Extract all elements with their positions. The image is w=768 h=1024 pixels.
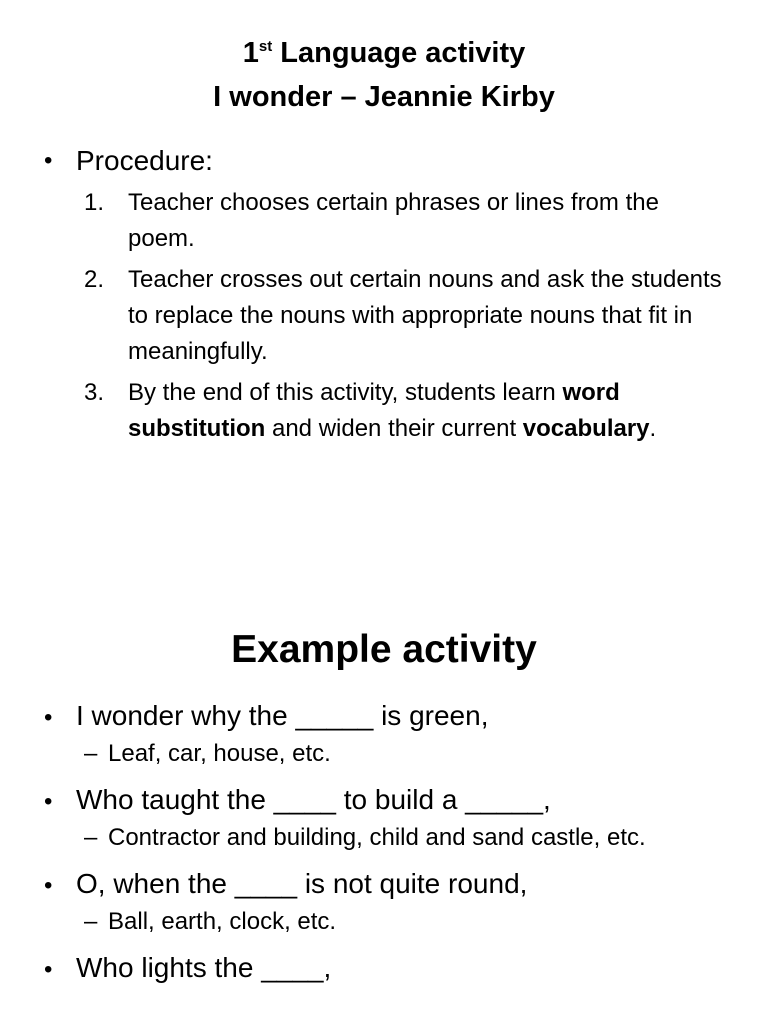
- example-hint-text: Ball, earth, clock, etc.: [108, 908, 337, 935]
- step-text: and widen their current: [265, 415, 523, 442]
- example-line: [0, 948, 768, 988]
- example-hint: [0, 820, 768, 856]
- title-line-2: I wonder – Jeannie Kirby: [213, 81, 555, 113]
- title-line-1: [243, 37, 526, 69]
- procedure-steps: [0, 185, 768, 447]
- procedure-step: [0, 185, 768, 257]
- example-line: [0, 864, 768, 904]
- example-hint: [0, 736, 768, 772]
- slide-example-activity: [0, 560, 768, 1024]
- example-item: [0, 696, 768, 772]
- procedure-bullet: [0, 143, 768, 179]
- bullet-icon: •: [44, 788, 53, 815]
- slide-title: [0, 0, 768, 119]
- example-item: [0, 864, 768, 940]
- step-text: .: [649, 415, 657, 442]
- bullet-icon: •: [44, 872, 53, 899]
- example-line-text: I wonder why the _____ is green,: [76, 700, 489, 731]
- example-line: [0, 696, 768, 736]
- procedure-label: Procedure:: [76, 145, 213, 176]
- example-line-text: O, when the ____ is not quite round,: [76, 868, 528, 899]
- example-item: [0, 780, 768, 856]
- title-ordinal-number: 1: [242, 37, 259, 69]
- example-hint-text: Contractor and building, child and sand castle, etc.: [108, 824, 646, 851]
- procedure-step: [0, 375, 768, 447]
- example-line: [0, 780, 768, 820]
- title-ordinal-suffix: st: [258, 38, 273, 55]
- example-item: [0, 948, 768, 988]
- bullet-icon: •: [44, 956, 53, 983]
- step-text: Teacher crosses out certain nouns and ask the students to replace the nouns with appropriate nouns that fit in meaningfully.: [128, 266, 722, 365]
- dash-icon: –: [84, 908, 98, 935]
- step-text: Teacher chooses certain phrases or lines from the poem.: [128, 189, 659, 252]
- step-text: By the end of this activity, students learn: [128, 379, 563, 406]
- slide-language-activity: [0, 0, 768, 500]
- step-keyword: vocabulary: [522, 415, 650, 442]
- example-list: [0, 696, 768, 988]
- bullet-icon: •: [44, 147, 53, 174]
- step-number: 3.: [84, 379, 105, 406]
- example-hint: [0, 904, 768, 940]
- example-line-text: Who lights the ____,: [76, 952, 332, 983]
- step-number: 2.: [84, 266, 105, 293]
- title-activity-label: Language activity: [272, 37, 526, 69]
- slide-title: Example activity: [231, 628, 537, 671]
- dash-icon: –: [84, 740, 98, 767]
- example-hint-text: Leaf, car, house, etc.: [108, 740, 331, 767]
- example-line-text: Who taught the ____ to build a _____,: [76, 784, 551, 815]
- dash-icon: –: [84, 824, 98, 851]
- step-keyword: word substitution: [128, 379, 620, 442]
- step-number: 1.: [84, 189, 105, 216]
- bullet-icon: •: [44, 704, 53, 731]
- procedure-step: [0, 262, 768, 370]
